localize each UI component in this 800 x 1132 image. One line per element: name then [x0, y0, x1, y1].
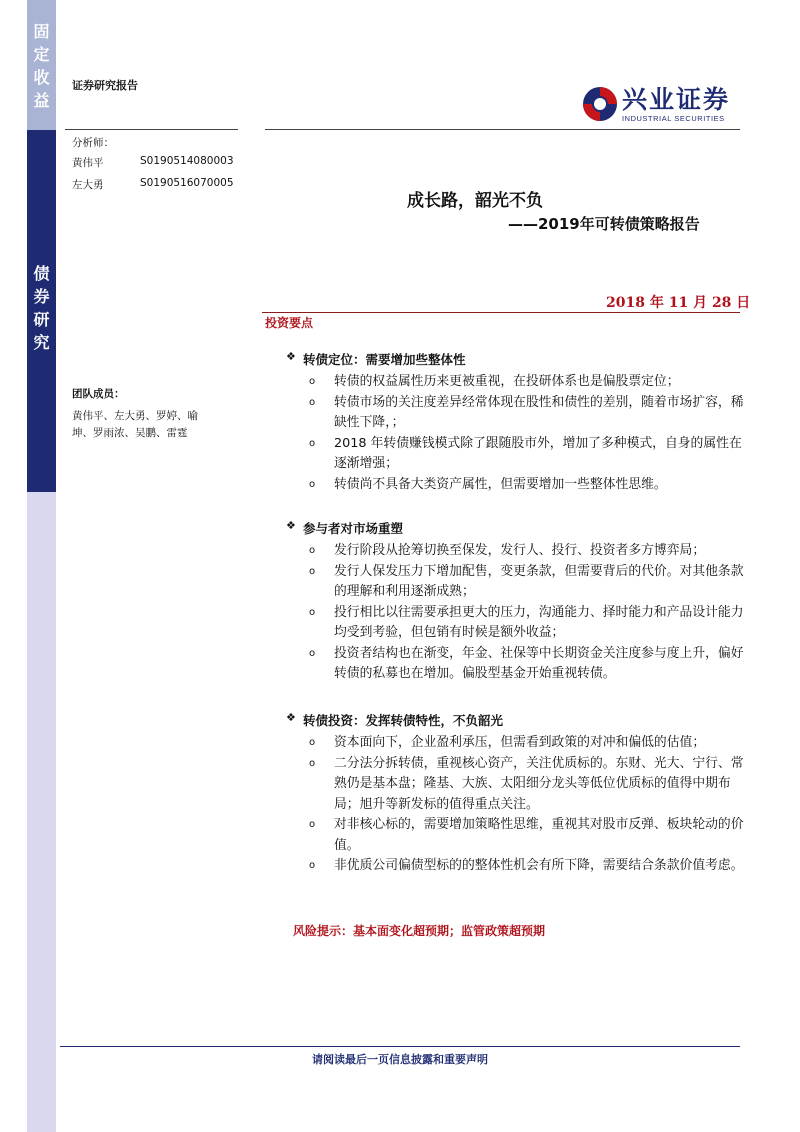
sidebar-section-label [27, 262, 56, 354]
key-points-label: 投资要点 [265, 316, 314, 330]
circle-bullet-icon: o [309, 376, 316, 387]
analyst-label: 分析师： [72, 137, 114, 149]
sidebar-category-label [27, 20, 56, 112]
logo-chinese-text: 兴业证券 [622, 85, 731, 114]
footer-divider [60, 1046, 740, 1047]
bullet-text: 投资者结构也在渐变，年金、社保等中长期资金关注度参与度上升，偏好转债的私募也在增加。偏股型基金开始重视转债。 [334, 645, 744, 681]
list-item [286, 815, 748, 856]
list-item [286, 644, 748, 685]
bullet-text: 转债尚不具备大类资产属性，但需要增加一些整体性思维。 [334, 476, 667, 492]
sidebar-char: 定 [33, 45, 50, 64]
analyst-row [72, 177, 234, 192]
section-heading [286, 711, 746, 729]
list-item [286, 856, 748, 877]
sidebar-char: 券 [33, 287, 50, 306]
list-item [286, 541, 748, 562]
bullet-text: 发行人保发压力下增加配售，变更条款，但需要背后的代价。对其他条款的理解和利用逐渐成熟； [334, 563, 744, 599]
list-item [286, 754, 748, 816]
sidebar-bottom-band [27, 492, 56, 1132]
section-heading-text: 参与者对市场重塑 [303, 521, 404, 536]
sidebar-char: 固 [33, 22, 50, 41]
circle-bullet-icon: o [309, 819, 316, 830]
circle-bullet-icon: o [309, 757, 316, 769]
sidebar-char: 究 [33, 333, 50, 352]
section-positioning [286, 350, 746, 495]
report-title: 成长路，韶光不负 [407, 191, 543, 211]
sidebar-char: 收 [33, 68, 50, 87]
circle-bullet-icon: o [309, 396, 316, 408]
sidebar-top-band [27, 0, 56, 130]
sidebar-mid-band [27, 130, 56, 492]
section-heading [286, 350, 746, 368]
list-item [286, 372, 748, 393]
report-subtitle: ——2019年可转债策略报告 [508, 215, 700, 233]
section-heading [286, 519, 746, 537]
bullet-list [286, 733, 746, 877]
diamond-bullet-icon: ❖ [286, 711, 296, 724]
section-heading-text: 转债投资：发挥转债特性，不负韶光 [303, 713, 504, 728]
report-type-label: 证券研究报告 [72, 79, 138, 92]
analyst-row [72, 155, 234, 170]
bullet-text: 对非核心标的，需要增加策略性思维，重视其对股市反弹、板块轮动的价值。 [334, 817, 744, 853]
section-heading-text: 转债定位：需要增加些整体性 [303, 352, 466, 367]
sidebar-char: 债 [33, 264, 50, 283]
team-members: 黄伟平、左大勇、罗婷、喻坤、罗雨浓、吴鹏、雷霆 [72, 410, 198, 439]
list-item [286, 603, 748, 644]
risk-warning: 风险提示：基本面变化超预期；监管政策超预期 [293, 924, 546, 938]
logo-english-text: INDUSTRIAL SECURITIES [622, 114, 725, 123]
bullet-text: 二分法分拆转债，重视核心资产，关注优质标的。东财、光大、宁行、常熟仍是基本盘；隆基、大族、太阳细分龙头等低位优质标的值得中期布局；旭升等新发标的值得重点关注。 [334, 755, 744, 812]
header-divider-right [265, 129, 740, 130]
circle-bullet-icon: o [309, 565, 316, 577]
bullet-text: 转债市场的关注度差异经常体现在股性和债性的差别，随着市场扩容，稀缺性下降，； [334, 394, 744, 430]
section-investment [286, 711, 746, 877]
list-item [286, 475, 748, 496]
analyst-id: S0190516070005 [140, 177, 234, 189]
circle-bullet-icon: o [309, 606, 316, 618]
circle-bullet-icon: o [309, 860, 316, 871]
circle-bullet-icon: o [309, 737, 316, 748]
circle-bullet-icon: o [309, 647, 316, 659]
report-date: 2018 年 11 月 28 日 [606, 295, 751, 311]
analyst-name: 黄伟平 [72, 157, 104, 169]
diamond-bullet-icon: ❖ [286, 519, 296, 532]
bullet-text: 2018 年转债赚钱模式除了跟随股市外，增加了多种模式，自身的属性在逐渐增强； [334, 435, 742, 471]
list-item [286, 393, 748, 434]
bullet-list [286, 372, 746, 495]
circle-bullet-icon: o [309, 545, 316, 556]
header-divider-left [65, 129, 238, 130]
circle-bullet-icon: o [309, 478, 316, 490]
bullet-text: 发行阶段从抢筹切换至保发，发行人、投行、投资者多方博弈局； [334, 543, 706, 558]
list-item [286, 434, 748, 475]
analyst-name: 左大勇 [72, 179, 104, 191]
list-item [286, 562, 748, 603]
bullet-list [286, 541, 746, 685]
logo-mark-icon [580, 84, 620, 124]
list-item [286, 733, 748, 754]
sidebar-char: 研 [33, 310, 50, 329]
bullet-text: 非优质公司偏债型标的的整体性机会有所下降，需要结合条款价值考虑。 [334, 858, 744, 873]
circle-bullet-icon: o [309, 437, 316, 449]
analyst-id: S0190514080003 [140, 155, 234, 167]
section-participants [286, 519, 746, 685]
bullet-text: 转债的权益属性历来更被重视，在投研体系也是偏股票定位； [334, 374, 680, 389]
diamond-bullet-icon: ❖ [286, 350, 296, 363]
date-divider [262, 312, 740, 313]
bullet-text: 资本面向下，企业盈利承压，但需看到政策的对冲和偏低的估值； [334, 735, 706, 750]
sidebar-char: 益 [33, 91, 50, 110]
bullet-text: 投行相比以往需要承担更大的压力，沟通能力、择时能力和产品设计能力均受到考验，但包销有时候是额外收益； [334, 604, 744, 640]
footer-disclaimer: 请阅读最后一页信息披露和重要声明 [312, 1053, 488, 1066]
company-logo [580, 84, 745, 126]
team-label: 团队成员： [72, 388, 125, 400]
